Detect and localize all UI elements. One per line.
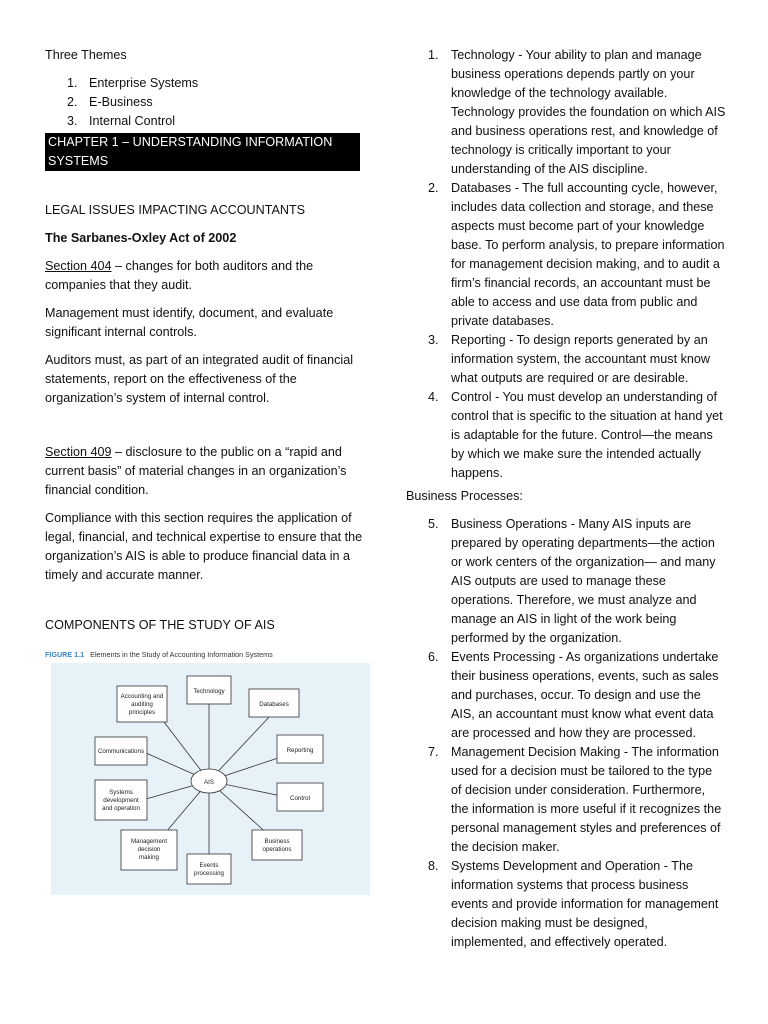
list-item: 2. Databases - The full accounting cycle, however, includes data collection and storage, and these aspects must become part of your knowledge base. To perform analysis, to prepare information for management decision making, and to audit a firm’s financial records, an accountant must be able to access and use data from public and private databases.	[428, 181, 725, 328]
events-processing-node	[187, 854, 231, 884]
left-column	[45, 46, 363, 896]
chapter-title-line: SYSTEMS	[48, 154, 109, 168]
management-label-line: Management	[130, 838, 168, 845]
management-paragraph: Management must identify, document, and evaluate significant internal controls.	[45, 306, 334, 339]
figure-diagram	[51, 663, 370, 895]
auditors-paragraph: Auditors must, as part of an integrated audit of financial statements, report on the effectiveness of the organization’s system of internal control.	[45, 353, 354, 405]
ais-label: AIS	[204, 779, 214, 786]
list-item: 7. Management Decision Making - The information used for a decision must be tailored to the type of decision under consideration. Furthermore, the information is more useful if it recognizes the personal management styles and preferences of the decision maker.	[428, 745, 722, 854]
ais-diagram-svg	[51, 663, 370, 895]
technology-label: Technology	[193, 688, 225, 695]
chapter-title-line: CHAPTER 1 – UNDERSTANDING INFORMATION	[48, 135, 333, 149]
reporting-label: Reporting	[286, 747, 314, 754]
ais-components-list	[406, 46, 726, 483]
components-heading: COMPONENTS OF THE STUDY OF AIS	[45, 618, 275, 632]
list-item: 3. Reporting - To design reports generated by an information system, the accountant must know what outputs are required or are desirable.	[428, 333, 710, 385]
systems-label-line: development	[103, 797, 139, 804]
business-label-line: operations	[262, 846, 292, 853]
section-409-paragraph: Section 409 – disclosure to the public on a “rapid and current basis” of material changes in an organization’s financial condition.	[45, 445, 347, 497]
list-item: 8. Systems Development and Operation - The information systems that process business events and provide information for management decision making must be designed, implemented, and effectively operated.	[428, 859, 719, 949]
business-operations-node	[252, 830, 302, 860]
accounting-label-line: Accounting and	[120, 693, 164, 700]
compliance-paragraph: Compliance with this section requires the application of legal, financial, and technical expertise to ensure that the organization’s AIS is able to produce financial data in a timely and accurate manner.	[45, 511, 363, 582]
section-404-label: Section 404	[45, 259, 112, 273]
communications-label: Communications	[97, 748, 145, 755]
list-item: 3. Internal Control	[67, 114, 176, 128]
management-label-line: decision	[137, 846, 161, 853]
databases-label: Databases	[259, 701, 289, 708]
right-column	[406, 46, 726, 952]
business-label-line: Business	[264, 838, 290, 845]
systems-label-line: and operation	[102, 805, 140, 812]
legal-issues-heading: LEGAL ISSUES IMPACTING ACCOUNTANTS	[45, 203, 306, 217]
events-label-line: processing	[194, 870, 224, 877]
accounting-label-line: principles	[128, 709, 156, 716]
figure-label: FIGURE 1.1	[45, 650, 85, 659]
list-item: 4. Control - You must develop an understanding of control that is specific to the situation at hand yet is adaptable for the future. Control—the means by which we make sure the intended actually happens.	[428, 390, 723, 480]
systems-label-line: Systems	[109, 789, 133, 796]
business-processes-heading: Business Processes:	[406, 489, 523, 503]
themes-list	[45, 74, 363, 131]
act-heading: The Sarbanes-Oxley Act of 2002	[45, 231, 237, 245]
list-item: 1. Technology - Your ability to plan and manage business operations depends partly on your knowledge of the technology available. Technology provides the foundation on which AIS and business operations rest, and knowledge of technology is critically important to your understanding of the AIS discipline.	[428, 48, 726, 176]
business-processes-list	[406, 515, 726, 952]
section-409-label: Section 409	[45, 445, 112, 459]
chapter-title-bar	[45, 133, 360, 171]
accounting-label-line: auditing	[131, 701, 153, 708]
events-label-line: Events	[199, 862, 219, 869]
list-item: 5. Business Operations - Many AIS inputs are prepared by operating departments—the action or work centers of the organization— and many AIS outputs are used to manage these operations. Therefore, we must analyze and manage an AIS in light of the work being performed by the organization.	[428, 517, 716, 645]
list-item: 6. Events Processing - As organizations undertake their business operations, events, such as sales and purchases, occur. To design and use the AIS, an accountant must know what event data are processed and how they are processed.	[428, 650, 719, 740]
list-item: 1. Enterprise Systems	[67, 76, 199, 90]
list-item: 2. E-Business	[67, 95, 153, 109]
control-label: Control	[290, 795, 310, 802]
figure-caption: FIGURE 1.1 Elements in the Study of Accounting Information Systems	[45, 650, 273, 659]
themes-heading: Three Themes	[45, 48, 127, 62]
section-404-paragraph: Section 404 – changes for both auditors and the companies that they audit.	[45, 259, 314, 292]
management-label-line: making	[139, 854, 159, 861]
ais-figure	[45, 649, 370, 896]
